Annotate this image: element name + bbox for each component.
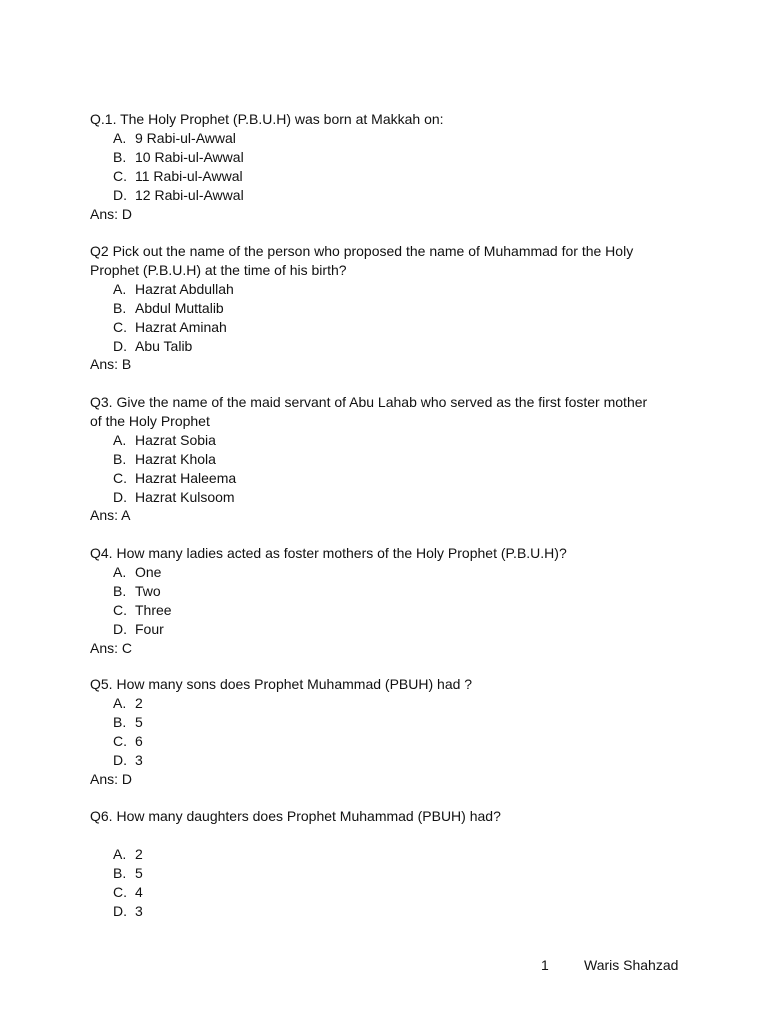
option-d [90, 751, 650, 770]
option-letter: C. [113, 318, 127, 335]
option-a [90, 129, 650, 148]
option-a [90, 845, 650, 864]
option-b [90, 450, 650, 469]
option-text: Hazrat Abdullah [135, 280, 234, 297]
question-text: Q3. Give the name of the maid servant of Abu Lahab who served as the first foster mother of the Holy Prophet [90, 394, 648, 429]
option-list [90, 563, 650, 639]
answer-text: Ans: C [90, 639, 133, 656]
option-letter: C. [113, 469, 127, 486]
answer-text: Ans: A [90, 507, 131, 524]
option-letter: B. [113, 299, 127, 316]
option-text: Hazrat Haleema [135, 469, 237, 486]
option-text: 6 [135, 732, 143, 749]
option-text: 11 Rabi-ul-Awwal [135, 167, 243, 184]
option-letter: D. [113, 488, 127, 505]
option-c [90, 167, 650, 186]
option-letter: D. [113, 337, 127, 354]
option-letter: A. [113, 694, 127, 711]
option-text: Four [135, 620, 164, 637]
option-c [90, 883, 650, 902]
option-list [90, 129, 650, 205]
option-c [90, 469, 650, 488]
option-text: Hazrat Sobia [135, 431, 216, 448]
option-d [90, 620, 650, 639]
question-5 [90, 675, 650, 788]
option-text: Hazrat Kulsoom [135, 488, 235, 505]
option-b [90, 713, 650, 732]
option-text: 5 [135, 713, 143, 730]
option-letter: D. [113, 751, 127, 768]
option-a [90, 563, 650, 582]
option-text: 2 [135, 694, 143, 711]
option-letter: B. [113, 582, 127, 599]
option-text: Three [135, 601, 172, 618]
option-b [90, 864, 650, 883]
option-letter: A. [113, 845, 127, 862]
option-letter: A. [113, 280, 127, 297]
option-list [90, 694, 650, 770]
question-text: Q4. How many ladies acted as foster mothers of the Holy Prophet (P.B.U.H)? [90, 545, 567, 561]
option-letter: B. [113, 450, 127, 467]
option-b [90, 582, 650, 601]
option-text: 4 [135, 883, 143, 900]
question-3 [90, 393, 650, 525]
option-c [90, 318, 650, 337]
option-letter: C. [113, 601, 127, 618]
question-text: Q.1. The Holy Prophet (P.B.U.H) was born at Makkah on: [90, 111, 444, 127]
question-text: Q2 Pick out the name of the person who proposed the name of Muhammad for the Holy Prophet (P.B.U.H) at the time of his birth? [90, 243, 634, 278]
option-text: Two [135, 582, 161, 599]
page-footer [0, 957, 768, 977]
option-letter: B. [113, 864, 127, 881]
option-letter: B. [113, 148, 127, 165]
option-text: 2 [135, 845, 143, 862]
option-letter: D. [113, 620, 127, 637]
option-letter: C. [113, 732, 127, 749]
question-text: Q6. How many daughters does Prophet Muhammad (PBUH) had? [90, 808, 501, 824]
page-number: 1 [541, 957, 549, 973]
option-letter: D. [113, 186, 127, 203]
answer-text: Ans: D [90, 770, 133, 787]
option-text: 9 Rabi-ul-Awwal [135, 129, 236, 146]
option-text: 3 [135, 902, 143, 919]
option-text: Hazrat Aminah [135, 318, 227, 335]
option-d [90, 902, 650, 921]
question-1 [90, 110, 650, 223]
option-d [90, 186, 650, 205]
option-letter: A. [113, 563, 127, 580]
option-c [90, 601, 650, 620]
question-6 [90, 807, 650, 920]
option-letter: C. [113, 167, 127, 184]
option-letter: B. [113, 713, 127, 730]
option-list [90, 845, 650, 921]
option-letter: C. [113, 883, 127, 900]
option-d [90, 488, 650, 507]
option-a [90, 431, 650, 450]
question-4 [90, 544, 650, 657]
option-d [90, 337, 650, 356]
option-list [90, 431, 650, 507]
option-text: One [135, 563, 162, 580]
question-text: Q5. How many sons does Prophet Muhammad (PBUH) had ? [90, 676, 473, 692]
option-c [90, 732, 650, 751]
option-text: 5 [135, 864, 143, 881]
option-text: Abu Talib [135, 337, 193, 354]
option-a [90, 694, 650, 713]
option-text: 10 Rabi-ul-Awwal [135, 148, 244, 165]
option-text: Abdul Muttalib [135, 299, 224, 316]
option-text: 12 Rabi-ul-Awwal [135, 186, 244, 203]
option-b [90, 148, 650, 167]
author-name: Waris Shahzad [584, 957, 679, 973]
option-letter: A. [113, 129, 127, 146]
option-a [90, 280, 650, 299]
option-letter: D. [113, 902, 127, 919]
option-list [90, 280, 650, 356]
option-b [90, 299, 650, 318]
question-2 [90, 242, 650, 374]
answer-text: Ans: D [90, 205, 133, 222]
option-text: Hazrat Khola [135, 450, 216, 467]
option-letter: A. [113, 431, 127, 448]
option-text: 3 [135, 751, 143, 768]
answer-text: Ans: B [90, 356, 132, 373]
